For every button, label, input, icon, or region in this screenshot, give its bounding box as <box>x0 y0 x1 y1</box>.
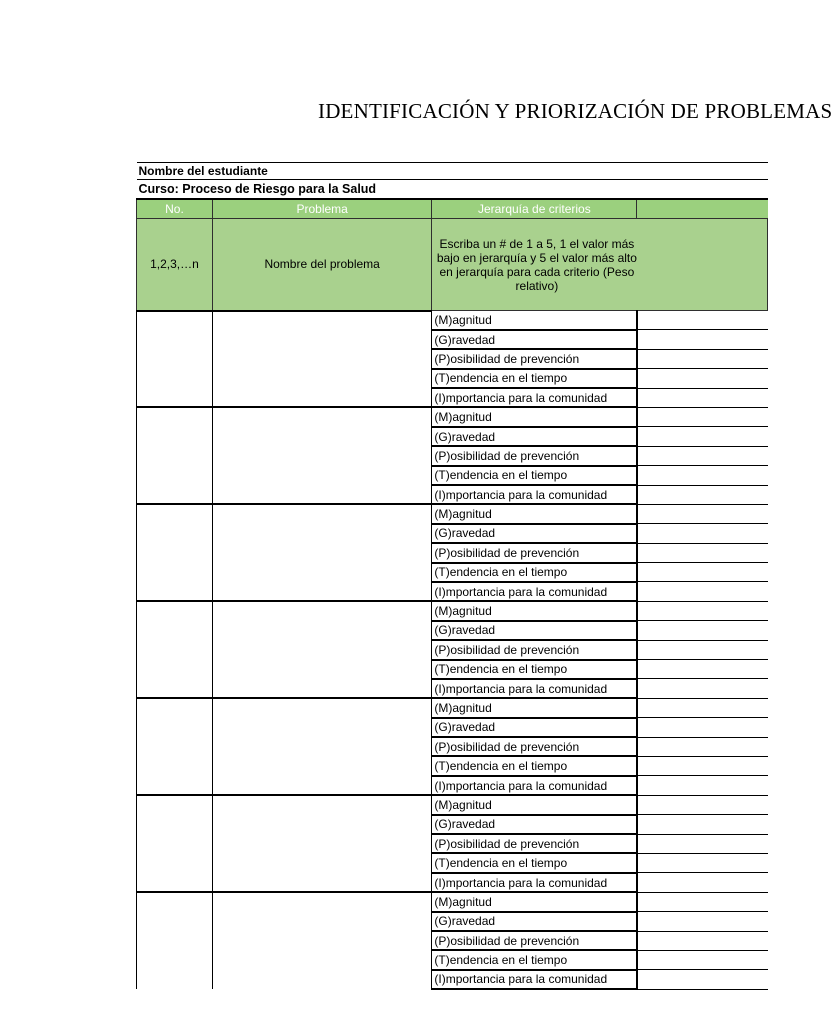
criterion-weight-cell[interactable] <box>637 834 768 853</box>
criterion-weight-cell[interactable] <box>637 698 768 717</box>
criterion-label: (G)ravedad <box>432 912 637 931</box>
criterion-weight-cell[interactable] <box>637 524 768 543</box>
subheader-criteria-instructions: Escriba un # de 1 a 5, 1 el valor más bajo en jerarquía y 5 el valor más alto en jerarquía para cada criterio (Peso relativo) <box>432 219 768 311</box>
criterion-label: (T)endencia en el tiempo <box>432 466 637 485</box>
problem-number-cell[interactable] <box>137 795 213 892</box>
criterion-weight-cell[interactable] <box>637 950 768 969</box>
problem-name-cell[interactable] <box>212 407 431 504</box>
criterion-weight-cell[interactable] <box>637 621 768 640</box>
criterion-label: (I)mportancia para la comunidad <box>432 970 637 989</box>
criterion-label: (G)ravedad <box>432 718 637 737</box>
criterion-label: (I)mportancia para la comunidad <box>432 485 637 504</box>
criterion-weight-cell[interactable] <box>637 407 768 426</box>
criterion-label: (G)ravedad <box>432 815 637 834</box>
criterion-weight-cell[interactable] <box>637 369 768 388</box>
problem-number-cell[interactable] <box>137 311 213 408</box>
criterion-weight-cell[interactable] <box>637 330 768 349</box>
criterion-weight-cell[interactable] <box>637 970 768 989</box>
problem-number-cell[interactable] <box>137 698 213 795</box>
criterion-weight-cell[interactable] <box>637 776 768 795</box>
problem-name-cell[interactable] <box>212 504 431 601</box>
criterion-label: (I)mportancia para la comunidad <box>432 582 637 601</box>
header-criteria: Jerarquía de criterios <box>432 199 637 219</box>
criterion-weight-cell[interactable] <box>637 427 768 446</box>
criterion-label: (M)agnitud <box>432 311 637 330</box>
problem-name-cell[interactable] <box>212 892 431 989</box>
criterion-label: (P)osibilidad de prevención <box>432 446 637 465</box>
priority-table <box>136 162 768 990</box>
criterion-weight-cell[interactable] <box>637 388 768 407</box>
criterion-label: (T)endencia en el tiempo <box>432 660 637 679</box>
criterion-label: (I)mportancia para la comunidad <box>432 679 637 698</box>
criterion-label: (P)osibilidad de prevención <box>432 834 637 853</box>
criterion-label: (I)mportancia para la comunidad <box>432 388 637 407</box>
criterion-weight-cell[interactable] <box>637 873 768 892</box>
criterion-label: (P)osibilidad de prevención <box>432 931 637 950</box>
student-label[interactable]: Nombre del estudiante <box>137 163 768 180</box>
criterion-label: (P)osibilidad de prevención <box>432 543 637 562</box>
problem-number-cell[interactable] <box>137 601 213 698</box>
problem-number-cell[interactable] <box>137 892 213 989</box>
header-criteria-extension <box>637 199 768 219</box>
problem-name-cell[interactable] <box>212 698 431 795</box>
criterion-row <box>137 504 768 523</box>
criterion-weight-cell[interactable] <box>637 679 768 698</box>
criterion-label: (G)ravedad <box>432 524 637 543</box>
criterion-label: (T)endencia en el tiempo <box>432 756 637 775</box>
problem-name-cell[interactable] <box>212 601 431 698</box>
criterion-label: (I)mportancia para la comunidad <box>432 873 637 892</box>
criterion-weight-cell[interactable] <box>637 582 768 601</box>
criterion-row <box>137 311 768 330</box>
criterion-weight-cell[interactable] <box>637 737 768 756</box>
criterion-row <box>137 892 768 911</box>
criterion-weight-cell[interactable] <box>637 718 768 737</box>
problem-name-cell[interactable] <box>212 795 431 892</box>
criterion-label: (P)osibilidad de prevención <box>432 349 637 368</box>
page-title: IDENTIFICACIÓN Y PRIORIZACIÓN DE PROBLEMAS <box>318 99 832 123</box>
criterion-label: (M)agnitud <box>432 698 637 717</box>
subheader-row <box>137 219 768 311</box>
criterion-weight-cell[interactable] <box>637 853 768 872</box>
criterion-weight-cell[interactable] <box>637 912 768 931</box>
criterion-weight-cell[interactable] <box>637 756 768 775</box>
criterion-weight-cell[interactable] <box>637 543 768 562</box>
criterion-weight-cell[interactable] <box>637 892 768 911</box>
header-problem: Problema <box>212 199 431 219</box>
criterion-weight-cell[interactable] <box>637 795 768 814</box>
criterion-weight-cell[interactable] <box>637 640 768 659</box>
student-row <box>137 163 768 180</box>
header-no: No. <box>137 199 213 219</box>
criterion-weight-cell[interactable] <box>637 311 768 330</box>
criterion-label: (P)osibilidad de prevención <box>432 640 637 659</box>
criterion-weight-cell[interactable] <box>637 485 768 504</box>
problem-name-cell[interactable] <box>212 311 431 408</box>
criterion-row <box>137 698 768 717</box>
criterion-label: (M)agnitud <box>432 892 637 911</box>
criterion-label: (G)ravedad <box>432 621 637 640</box>
criterion-weight-cell[interactable] <box>637 931 768 950</box>
criterion-row <box>137 407 768 426</box>
criterion-label: (T)endencia en el tiempo <box>432 853 637 872</box>
criterion-row <box>137 795 768 814</box>
criterion-label: (P)osibilidad de prevención <box>432 737 637 756</box>
criterion-weight-cell[interactable] <box>637 349 768 368</box>
criterion-label: (I)mportancia para la comunidad <box>432 776 637 795</box>
criterion-label: (M)agnitud <box>432 407 637 426</box>
criterion-row <box>137 601 768 620</box>
criterion-label: (T)endencia en el tiempo <box>432 950 637 969</box>
criterion-weight-cell[interactable] <box>637 601 768 620</box>
criterion-weight-cell[interactable] <box>637 446 768 465</box>
problem-number-cell[interactable] <box>137 407 213 504</box>
subheader-no: 1,2,3,…n <box>137 219 213 311</box>
subheader-problem: Nombre del problema <box>212 219 431 311</box>
criterion-weight-cell[interactable] <box>637 466 768 485</box>
criterion-weight-cell[interactable] <box>637 815 768 834</box>
criterion-label: (M)agnitud <box>432 504 637 523</box>
course-label[interactable]: Curso: Proceso de Riesgo para la Salud <box>137 180 768 199</box>
criterion-label: (M)agnitud <box>432 601 637 620</box>
criterion-weight-cell[interactable] <box>637 504 768 523</box>
criterion-weight-cell[interactable] <box>637 660 768 679</box>
priority-table-sheet <box>136 162 768 987</box>
criterion-label: (G)ravedad <box>432 427 637 446</box>
header-row <box>137 199 768 219</box>
criterion-label: (G)ravedad <box>432 330 637 349</box>
criterion-label: (T)endencia en el tiempo <box>432 369 637 388</box>
criterion-label: (M)agnitud <box>432 795 637 814</box>
criterion-label: (T)endencia en el tiempo <box>432 563 637 582</box>
problem-number-cell[interactable] <box>137 504 213 601</box>
criterion-weight-cell[interactable] <box>637 563 768 582</box>
course-row <box>137 180 768 199</box>
